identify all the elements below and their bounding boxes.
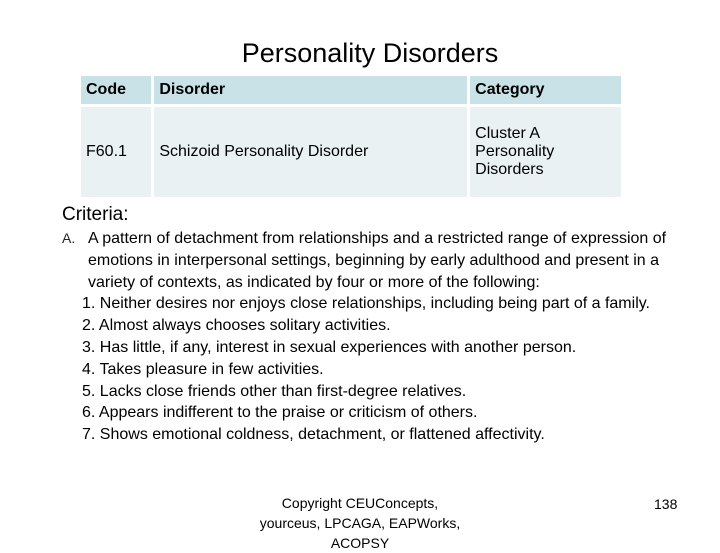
- cell-category: Cluster A Personality Disorders: [470, 107, 621, 197]
- cell-code: F60.1: [81, 107, 151, 197]
- criterion-intro: A pattern of detachment from relationships and a restricted range of expression of emotions in interpersonal settings, beginning by early adulthood and present in a variety of contexts, as indicated by four or more of the following:: [88, 230, 667, 291]
- page-number: 138: [654, 496, 678, 512]
- header-code: Code: [81, 76, 151, 104]
- list-item: 5. Lacks close friends other than first-degree relatives.: [82, 382, 467, 400]
- criteria-list: [62, 228, 672, 446]
- cell-disorder: Schizoid Personality Disorder: [154, 107, 467, 197]
- slide-title: Personality Disorders: [241, 38, 499, 68]
- list-item: 4. Takes pleasure in few activities.: [82, 360, 324, 378]
- criteria-heading: Criteria:: [62, 204, 129, 225]
- table-header-row: [81, 76, 621, 104]
- list-item: 2. Almost always chooses solitary activities.: [82, 317, 391, 335]
- list-item: 7. Shows emotional coldness, detachment, or flattened affectivity.: [82, 426, 545, 444]
- criterion-a: [62, 228, 672, 293]
- criterion-marker: A.: [62, 230, 76, 246]
- table-row: [81, 107, 621, 197]
- disorder-table: [78, 73, 624, 200]
- header-category: Category: [470, 76, 621, 104]
- list-item: 1. Neither desires nor enjoys close relationships, including being part of a family.: [82, 295, 650, 313]
- header-disorder: Disorder: [154, 76, 467, 104]
- list-item: 6. Appears indifferent to the praise or criticism of others.: [82, 404, 478, 422]
- footer-copyright: Copyright CEUConcepts, yourceus, LPCAGA, EAPWorks, ACOPSY: [259, 495, 461, 551]
- list-item: 3. Has little, if any, interest in sexual experiences with another person.: [82, 338, 577, 356]
